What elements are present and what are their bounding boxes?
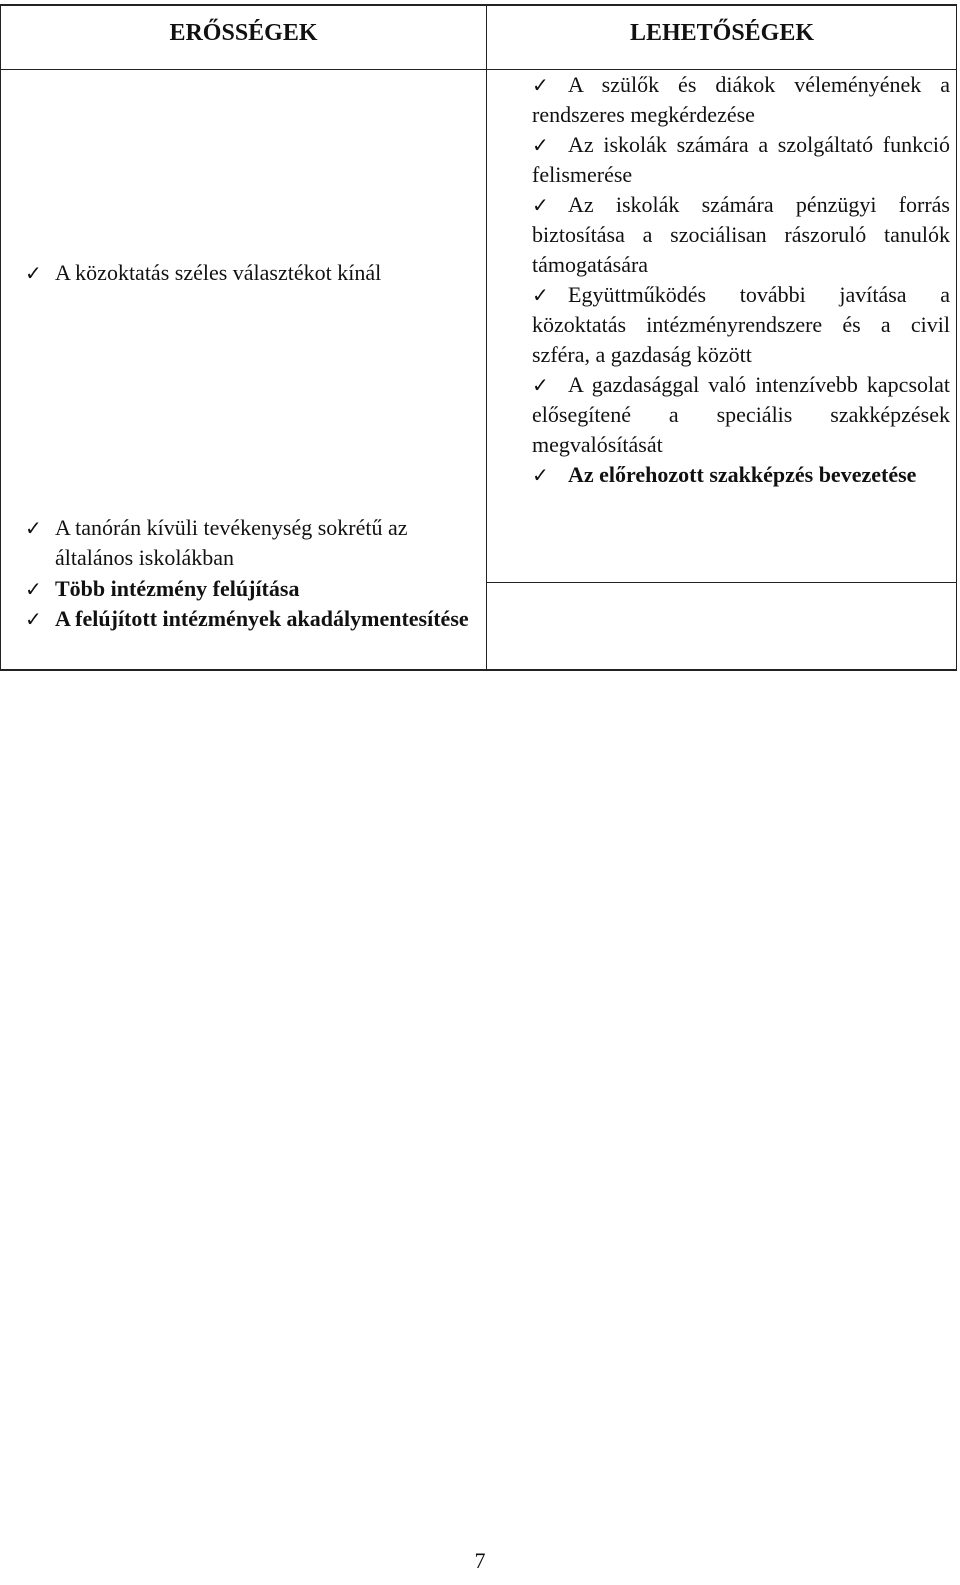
checkmark-icon: ✓ <box>25 261 42 285</box>
strength-item <box>25 258 480 288</box>
checkmark-icon: ✓ <box>532 193 549 217</box>
opportunity-item <box>532 70 950 130</box>
opportunity-text: Az előrehozott szakképzés bevezetése <box>568 462 917 487</box>
opportunity-item <box>532 130 950 190</box>
strength-item <box>25 604 480 634</box>
row-divider <box>486 582 956 583</box>
strength-text: A tanórán kívüli tevékenység sokrétű az általános iskolákban <box>55 515 408 570</box>
opportunity-text: Az iskolák számára pénzügyi forrás biztosítása a szociálisan rászoruló tanulók támogatására <box>532 192 950 277</box>
checkmark-icon: ✓ <box>532 463 549 487</box>
checkmark-icon: ✓ <box>25 607 42 631</box>
opportunity-item <box>532 190 950 280</box>
strength-item <box>25 513 480 573</box>
checkmark-icon: ✓ <box>532 133 549 157</box>
strength-text: A felújított intézmények akadálymentesítése <box>55 606 469 631</box>
opportunity-text: A szülők és diákok véleményének a rendszeres megkérdezése <box>532 72 950 127</box>
opportunity-item <box>532 370 950 460</box>
opportunity-text: Együttműködés további javítása a közoktatás intézményrendszere és a civil szféra, a gazdaság között <box>532 282 950 367</box>
checkmark-icon: ✓ <box>532 373 549 397</box>
checkmark-icon: ✓ <box>532 283 549 307</box>
opportunity-item <box>532 280 950 370</box>
opportunities-list <box>532 70 950 490</box>
strength-text: A közoktatás széles választékot kínál <box>55 260 382 285</box>
opportunity-text: A gazdasággal való intenzívebb kapcsolat elősegítené a speciális szakképzések megvalósítását <box>532 372 950 457</box>
checkmark-icon: ✓ <box>532 73 549 97</box>
checkmark-icon: ✓ <box>25 516 42 540</box>
strengths-header: ERŐSSÉGEK <box>169 20 318 46</box>
opportunity-text: Az iskolák számára a szolgáltató funkció felismerése <box>532 132 950 187</box>
strength-item <box>25 574 480 604</box>
strength-text: Több intézmény felújítása <box>55 576 300 601</box>
opportunities-header: LEHETŐSÉGEK <box>629 20 815 46</box>
page-number: 7 <box>474 1548 486 1573</box>
opportunity-item <box>532 460 950 490</box>
checkmark-icon: ✓ <box>25 577 42 601</box>
column-divider <box>486 6 487 669</box>
